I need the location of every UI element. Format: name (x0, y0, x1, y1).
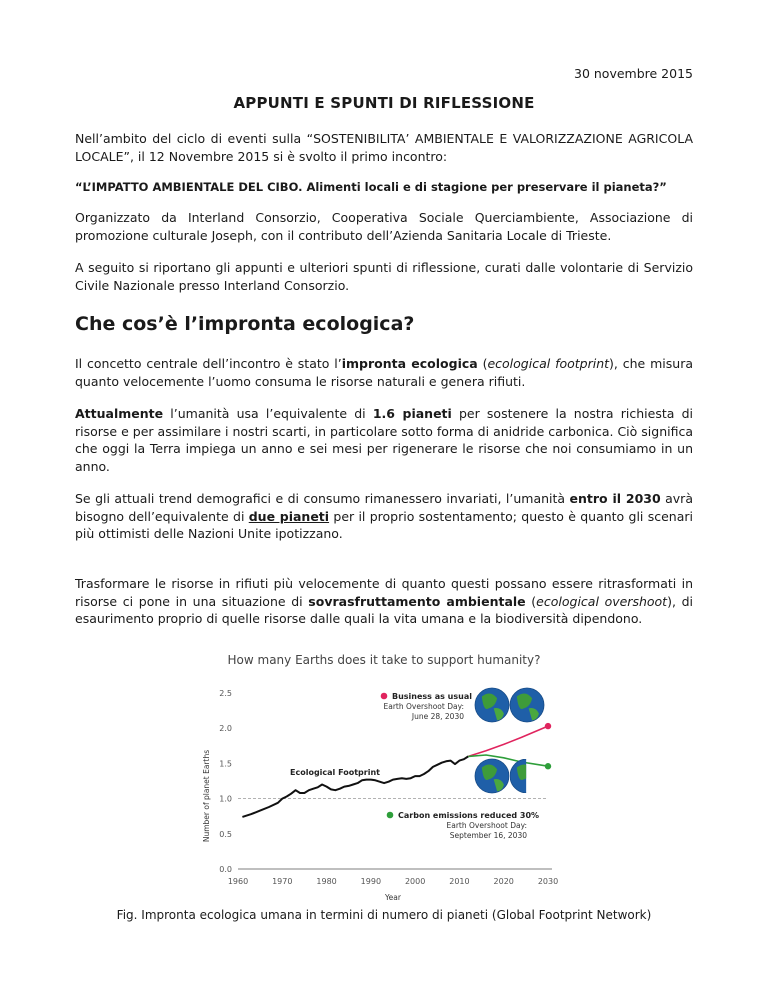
x-tick-label: 1990 (360, 877, 382, 886)
paragraph-footprint: Il concetto centrale dell’incontro è stato l’impronta ecologica (ecological footprint), che misura quanto velocemente l’uomo consuma le risorse naturali e genera rifiuti. (75, 356, 693, 389)
series-endpoint (545, 763, 551, 769)
paragraph-overshoot: Trasformare le risorse in rifiuti più velocemente di quanto questi possano essere ritrasformati in risorse ci pone in una situazione di sovrasfruttamento ambientale (ecological overshoot), di esaurimento proprio di quelle risorse dalle quali la vita umana e la biodiversità dipendono. (75, 576, 693, 626)
figure-caption: Fig. Impronta ecologica umana in termini di numero di pianeti (Global Footprint Network) (116, 908, 652, 922)
x-tick-label: 2020 (493, 877, 514, 886)
x-tick-label: 2010 (449, 877, 470, 886)
paragraph-currently: Attualmente l’umanità usa l’equivalente di 1.6 pianeti per sostenere la nostra richiesta di risorse e per assimilare i nostri scarti, in particolare sotto forma di anidride carbonica. Ciò significa che oggi la Terra impiega un anno e sei mesi per rigenerare le risorse che noi consumiamo in un anno. (75, 406, 693, 474)
series-line-footprint (242, 756, 468, 817)
x-tick-label: 1960 (227, 877, 249, 886)
y-axis-label: Number of planet Earths (202, 749, 211, 843)
document-date: 30 novembre 2015 (574, 66, 693, 81)
y-tick-label: 0.0 (219, 865, 232, 874)
x-tick-label: 1980 (316, 877, 337, 886)
annotation-reduced-label: Carbon emissions reduced 30% (398, 811, 540, 820)
x-tick-label: 2000 (404, 877, 426, 886)
organizers-paragraph: Organizzato da Interland Consorzio, Cooperativa Sociale Querciambiente, Associazione di promozione culturale Joseph, con il contributo dell’Azienda Sanitaria Locale di Trieste. (75, 210, 693, 243)
series-line-business-as-usual (468, 726, 548, 756)
annotation-bau-label: Business as usual (392, 692, 472, 701)
x-tick-label: 1970 (272, 877, 293, 886)
earth-land (529, 779, 539, 791)
series-endpoint (545, 723, 551, 729)
annotation-bau-sub1: Earth Overshoot Day: (383, 702, 464, 711)
annotation-footprint-label: Ecological Footprint (290, 768, 380, 777)
section-heading: Che cos’è l’impronta ecologica? (75, 313, 415, 335)
chart-title: How many Earths does it take to support humanity? (227, 653, 541, 667)
notes-paragraph: A seguito si riportano gli appunti e ulteriori spunti di riflessione, curati dalle volontarie di Servizio Civile Nazionale presso Interland Consorzio. (75, 260, 693, 293)
paragraph-trends: Se gli attuali trend demografici e di consumo rimanessero invariati, l’umanità entro il 2030 avrà bisogno dell’equivalente di due pianeti per il proprio sostentamento; questo è quanto gli scenari più ottimisti delle Nazioni Unite ipotizzano. (75, 491, 693, 541)
annotation-reduced-sub2: September 16, 2030 (449, 831, 527, 840)
earth-icon (510, 688, 544, 722)
earth-icon (475, 759, 509, 793)
y-tick-label: 2.0 (219, 724, 232, 734)
legend-marker-reduced (387, 812, 394, 819)
event-title: “L’IMPATTO AMBIENTALE DEL CIBO. Alimenti locali e di stagione per preservare il pianeta?” (75, 180, 667, 194)
intro-paragraph: Nell’ambito del ciclo di eventi sulla “SOSTENIBILITA’ AMBIENTALE E VALORIZZAZIONE AGRICOLA LOCALE”, il 12 Novembre 2015 si è svolto il primo incontro: (75, 131, 693, 164)
y-tick-label: 1.5 (219, 759, 232, 769)
document-title: APPUNTI E SPUNTI DI RIFLESSIONE (233, 94, 535, 112)
earth-icon (475, 688, 509, 722)
x-axis-label: Year (385, 893, 401, 902)
annotation-reduced-sub1: Earth Overshoot Day: (446, 821, 527, 830)
annotation-bau-sub2: June 28, 2030 (411, 712, 464, 721)
y-tick-label: 0.5 (219, 829, 232, 839)
y-tick-label: 2.5 (219, 689, 232, 698)
y-tick-label: 1.0 (219, 794, 232, 804)
legend-marker-bau (381, 693, 388, 700)
x-tick-label: 2030 (537, 877, 559, 886)
